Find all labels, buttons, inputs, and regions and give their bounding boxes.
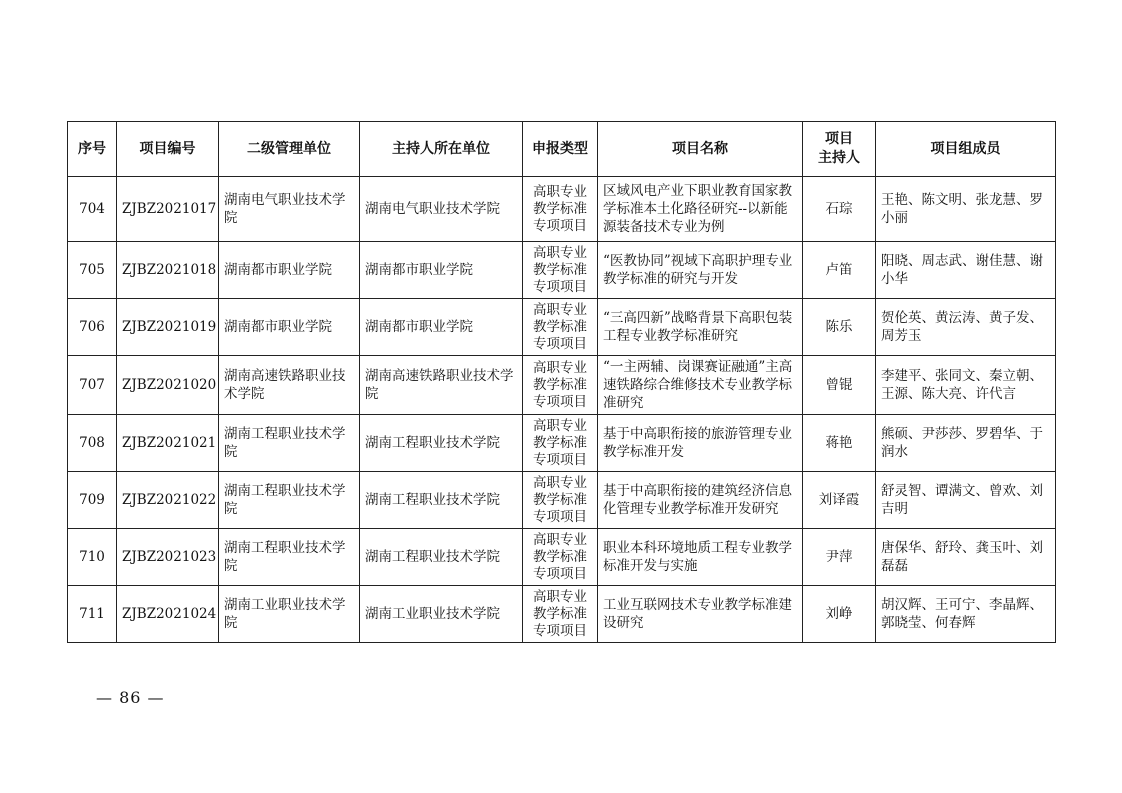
cell-management-unit: 湖南高速铁路职业技术学院 xyxy=(219,356,360,415)
cell-project-code: ZJBZ2021018 xyxy=(117,242,219,299)
header-name: 项目名称 xyxy=(598,122,803,177)
cell-team-members: 胡汉辉、王可宁、李晶辉、郭晓莹、何春辉 xyxy=(876,586,1056,643)
cell-host-unit: 湖南都市职业学院 xyxy=(360,299,523,356)
cell-seq: 706 xyxy=(68,299,117,356)
cell-project-code: ZJBZ2021019 xyxy=(117,299,219,356)
cell-team-members: 李建平、张同文、秦立朝、王源、陈大亮、许代言 xyxy=(876,356,1056,415)
cell-application-type: 高职专业教学标准专项项目 xyxy=(523,415,598,472)
cell-application-type: 高职专业教学标准专项项目 xyxy=(523,299,598,356)
cell-application-type: 高职专业教学标准专项项目 xyxy=(523,242,598,299)
table-row xyxy=(68,472,1056,529)
cell-project-host: 曾锟 xyxy=(803,356,876,415)
table-body xyxy=(68,177,1056,643)
cell-seq: 708 xyxy=(68,415,117,472)
table-row xyxy=(68,242,1056,299)
cell-host-unit: 湖南工程职业技术学院 xyxy=(360,472,523,529)
table-row xyxy=(68,586,1056,643)
table-row xyxy=(68,299,1056,356)
cell-host-unit: 湖南工程职业技术学院 xyxy=(360,529,523,586)
cell-seq: 710 xyxy=(68,529,117,586)
cell-host-unit: 湖南都市职业学院 xyxy=(360,242,523,299)
cell-project-name: 基于中高职衔接的建筑经济信息化管理专业教学标准开发研究 xyxy=(598,472,803,529)
cell-project-host: 卢笛 xyxy=(803,242,876,299)
cell-project-name: 基于中高职衔接的旅游管理专业教学标准开发 xyxy=(598,415,803,472)
cell-application-type: 高职专业教学标准专项项目 xyxy=(523,586,598,643)
cell-project-name: “一主两辅、岗课赛证融通”主高速铁路综合维修技术专业教学标准研究 xyxy=(598,356,803,415)
header-unit: 二级管理单位 xyxy=(219,122,360,177)
cell-project-code: ZJBZ2021022 xyxy=(117,472,219,529)
cell-project-host: 石琮 xyxy=(803,177,876,242)
cell-application-type: 高职专业教学标准专项项目 xyxy=(523,472,598,529)
cell-team-members: 贺伦英、黄沄涛、黄子发、周芳玉 xyxy=(876,299,1056,356)
cell-management-unit: 湖南工业职业技术学院 xyxy=(219,586,360,643)
cell-management-unit: 湖南工程职业技术学院 xyxy=(219,415,360,472)
cell-project-name: 职业本科环境地质工程专业教学标准开发与实施 xyxy=(598,529,803,586)
cell-project-name: 区域风电产业下职业教育国家教学标准本土化路径研究--以新能源装备技术专业为例 xyxy=(598,177,803,242)
cell-management-unit: 湖南电气职业技术学院 xyxy=(219,177,360,242)
cell-project-name: 工业互联网技术专业教学标准建设研究 xyxy=(598,586,803,643)
cell-team-members: 阳晓、周志武、谢佳慧、谢小华 xyxy=(876,242,1056,299)
cell-project-code: ZJBZ2021020 xyxy=(117,356,219,415)
header-host xyxy=(803,122,876,177)
table-row xyxy=(68,356,1056,415)
header-host-line2: 主持人 xyxy=(818,150,860,166)
cell-project-host: 尹萍 xyxy=(803,529,876,586)
cell-management-unit: 湖南工程职业技术学院 xyxy=(219,529,360,586)
cell-project-name: “三高四新”战略背景下高职包装工程专业教学标准研究 xyxy=(598,299,803,356)
cell-team-members: 熊硕、尹莎莎、罗碧华、于润水 xyxy=(876,415,1056,472)
cell-project-code: ZJBZ2021021 xyxy=(117,415,219,472)
header-host-unit: 主持人所在单位 xyxy=(360,122,523,177)
cell-host-unit: 湖南工程职业技术学院 xyxy=(360,415,523,472)
cell-application-type: 高职专业教学标准专项项目 xyxy=(523,356,598,415)
cell-management-unit: 湖南都市职业学院 xyxy=(219,242,360,299)
cell-project-code: ZJBZ2021024 xyxy=(117,586,219,643)
cell-project-host: 刘译霞 xyxy=(803,472,876,529)
cell-project-code: ZJBZ2021023 xyxy=(117,529,219,586)
cell-seq: 711 xyxy=(68,586,117,643)
cell-management-unit: 湖南都市职业学院 xyxy=(219,299,360,356)
header-type: 申报类型 xyxy=(523,122,598,177)
cell-seq: 707 xyxy=(68,356,117,415)
cell-team-members: 舒灵智、谭满文、曾欢、刘吉明 xyxy=(876,472,1056,529)
cell-host-unit: 湖南高速铁路职业技术学院 xyxy=(360,356,523,415)
cell-project-host: 陈乐 xyxy=(803,299,876,356)
cell-host-unit: 湖南电气职业技术学院 xyxy=(360,177,523,242)
cell-seq: 709 xyxy=(68,472,117,529)
cell-team-members: 王艳、陈文明、张龙慧、罗小丽 xyxy=(876,177,1056,242)
cell-project-host: 蒋艳 xyxy=(803,415,876,472)
table-row xyxy=(68,415,1056,472)
cell-project-host: 刘峥 xyxy=(803,586,876,643)
cell-application-type: 高职专业教学标准专项项目 xyxy=(523,529,598,586)
cell-project-name: “医教协同”视域下高职护理专业教学标准的研究与开发 xyxy=(598,242,803,299)
cell-seq: 705 xyxy=(68,242,117,299)
cell-host-unit: 湖南工业职业技术学院 xyxy=(360,586,523,643)
cell-team-members: 唐保华、舒玲、龚玉叶、刘磊磊 xyxy=(876,529,1056,586)
header-seq: 序号 xyxy=(68,122,117,177)
header-members: 项目组成员 xyxy=(876,122,1056,177)
cell-project-code: ZJBZ2021017 xyxy=(117,177,219,242)
table-row xyxy=(68,529,1056,586)
table-header-row xyxy=(68,122,1056,177)
cell-application-type: 高职专业教学标准专项项目 xyxy=(523,177,598,242)
header-code: 项目编号 xyxy=(117,122,219,177)
table-row xyxy=(68,177,1056,242)
header-host-line1: 项目 xyxy=(825,131,853,147)
cell-seq: 704 xyxy=(68,177,117,242)
project-list-table xyxy=(67,121,1056,643)
page-number: — 86 — xyxy=(96,688,165,707)
cell-management-unit: 湖南工程职业技术学院 xyxy=(219,472,360,529)
